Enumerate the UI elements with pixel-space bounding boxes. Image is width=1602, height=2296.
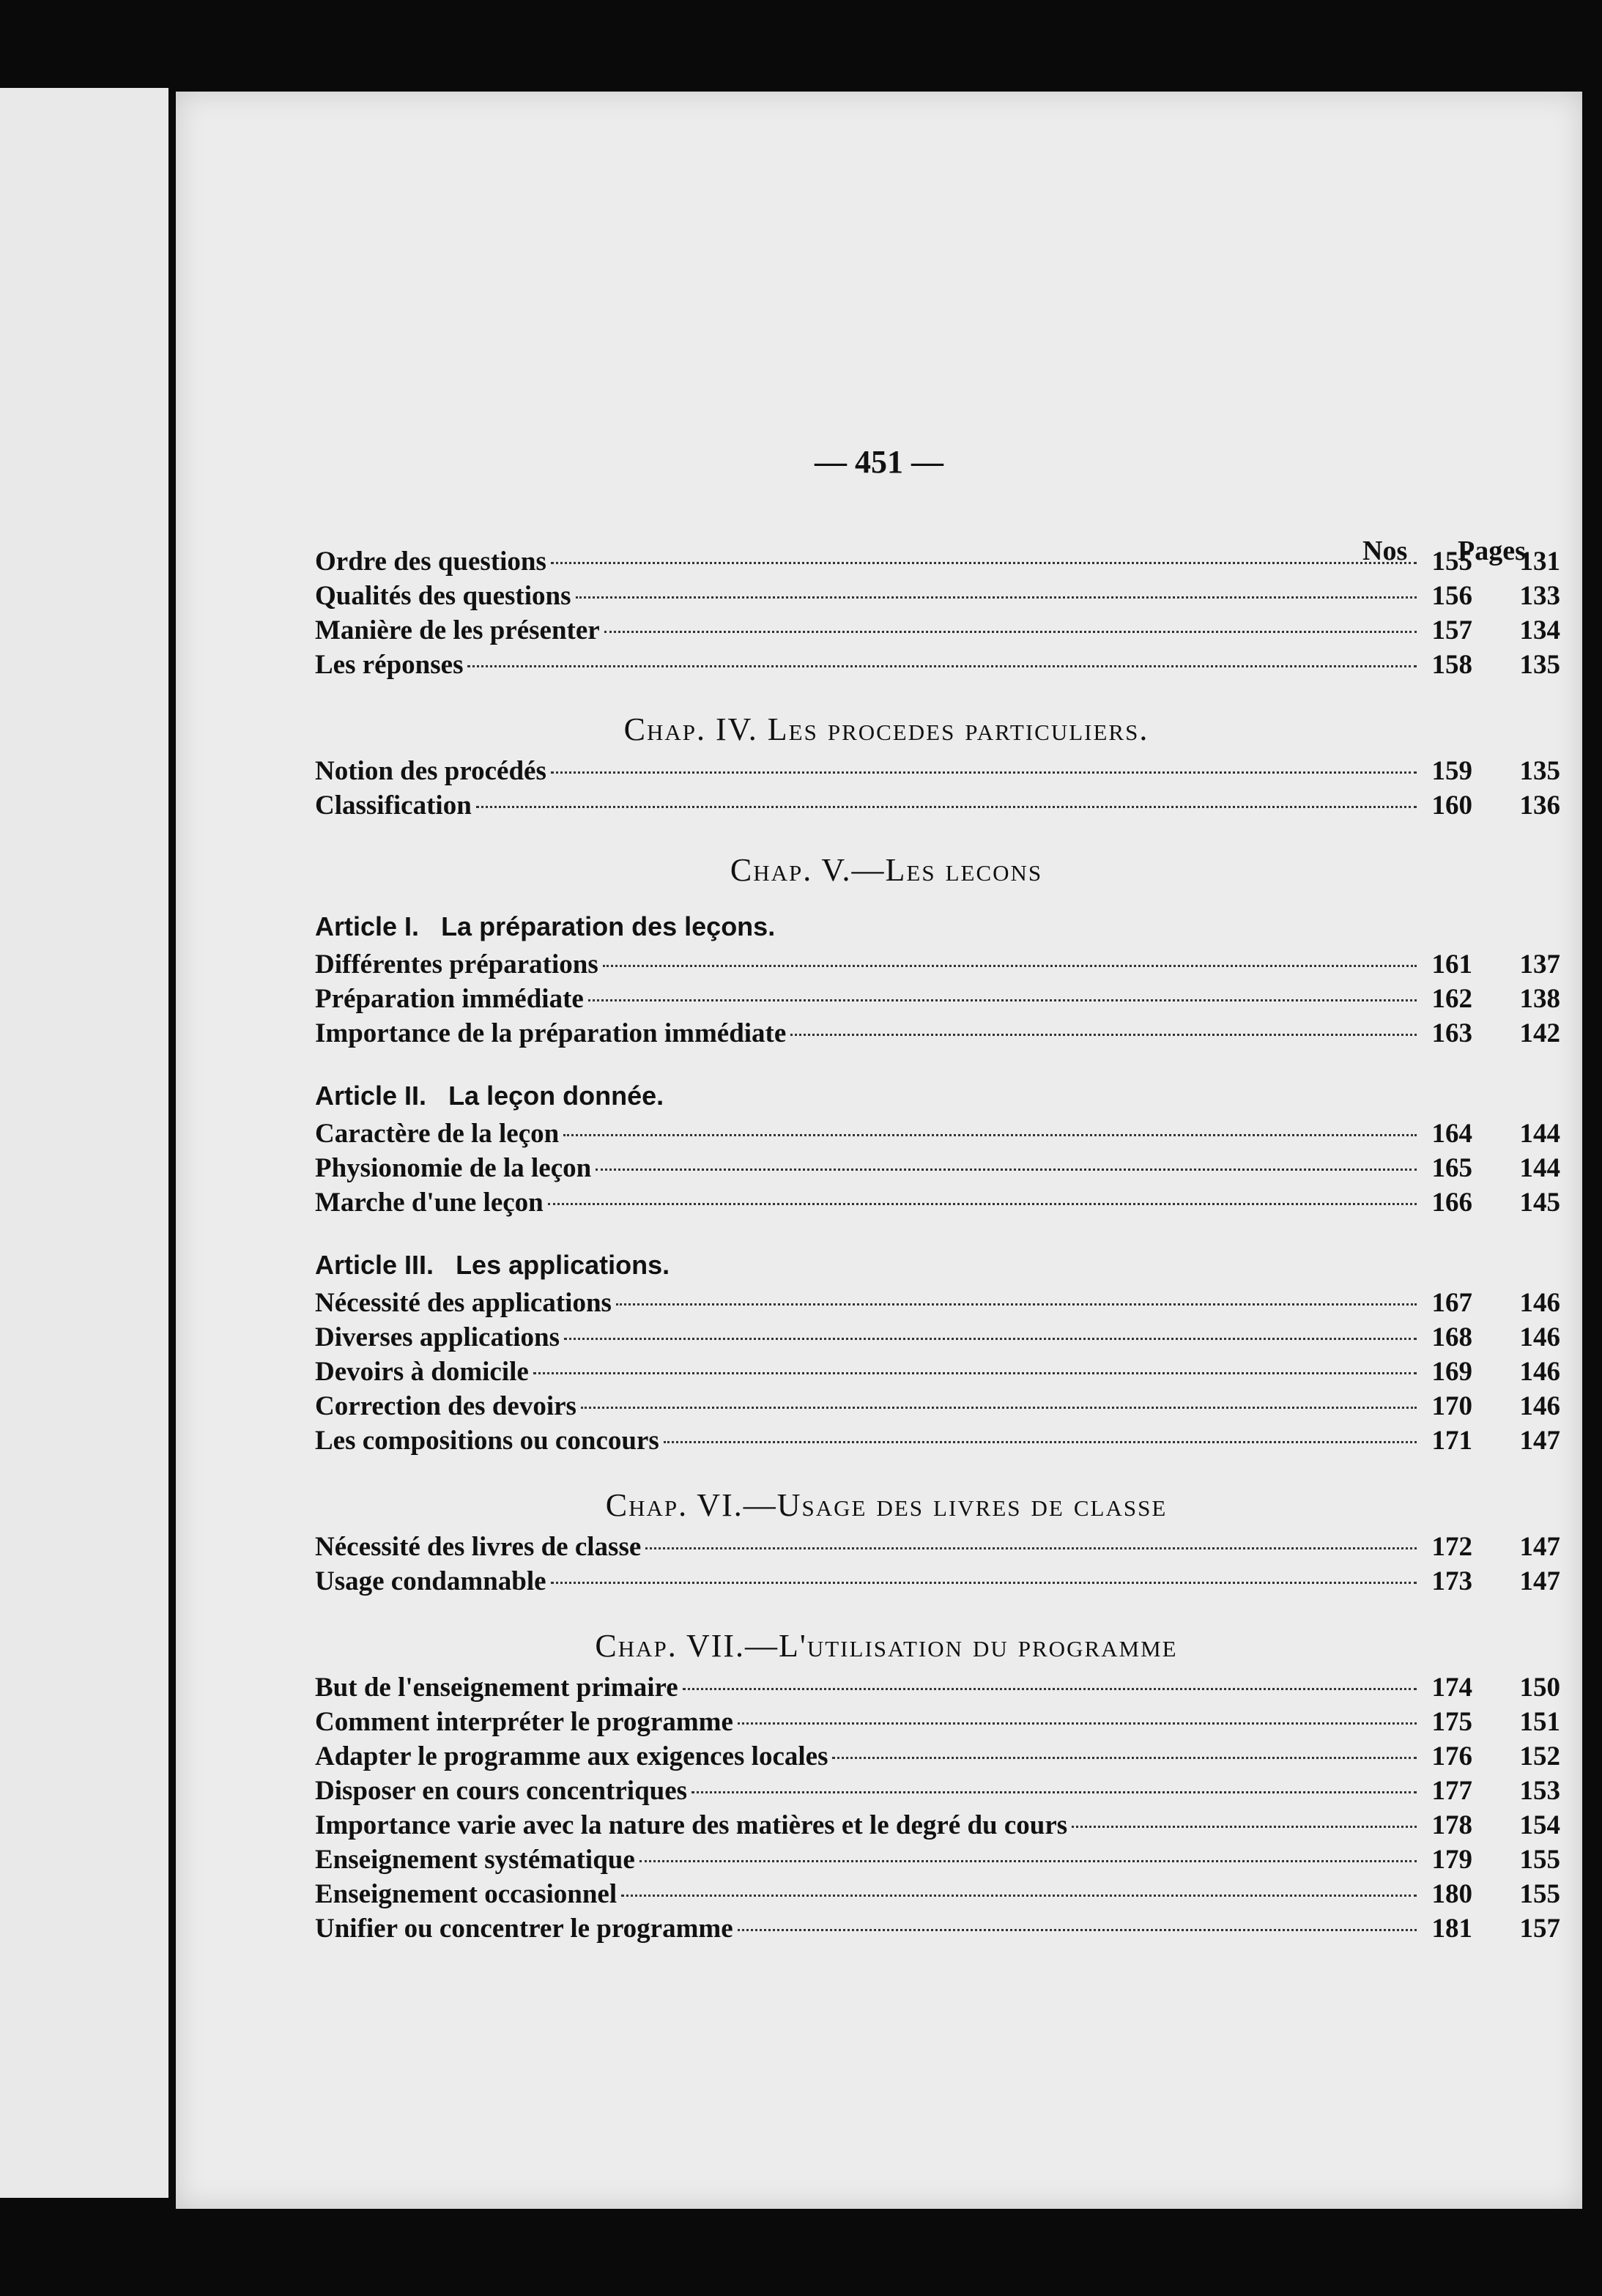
entry-page: 147: [1519, 1566, 1560, 1596]
article-heading: [315, 896, 1590, 949]
entry-number: 172: [1431, 1532, 1472, 1562]
entry-number: 181: [1431, 1914, 1472, 1944]
dot-leader: [576, 596, 1417, 599]
entry-label: Comment interpréter le programme: [315, 1707, 733, 1737]
entry-page: 136: [1519, 790, 1560, 821]
toc-entry: [315, 615, 1590, 649]
entry-number: 176: [1431, 1741, 1472, 1771]
dot-leader: [604, 631, 1417, 633]
dot-leader: [476, 806, 1417, 808]
entry-number: 166: [1431, 1188, 1472, 1218]
entry-label: Usage condamnable: [315, 1566, 546, 1596]
dot-leader: [639, 1860, 1417, 1862]
left-page-edge: [0, 88, 168, 2198]
entry-page: 137: [1519, 949, 1560, 979]
entry-number: 167: [1431, 1288, 1472, 1318]
entry-label: Physionomie de la leçon: [315, 1153, 592, 1183]
entry-number: 171: [1431, 1426, 1472, 1456]
spacer: [315, 1600, 1590, 1613]
column-header-pages: Pages: [1458, 536, 1526, 566]
entry-label: Caractère de la leçon: [315, 1119, 560, 1149]
dot-leader: [588, 999, 1417, 1001]
entry-label: But de l'enseignement primaire: [315, 1673, 678, 1703]
entry-number: 180: [1431, 1879, 1472, 1909]
entry-label: Disposer en cours concentriques: [315, 1776, 688, 1806]
entry-page: 144: [1519, 1119, 1560, 1149]
entry-label: Ordre des questions: [315, 547, 546, 577]
entry-number: 177: [1431, 1776, 1472, 1806]
toc-entry: [315, 1706, 1590, 1741]
toc-entry: [315, 1187, 1590, 1221]
article-number: Article III.: [315, 1250, 434, 1280]
entry-number: 179: [1431, 1845, 1472, 1875]
dot-leader: [603, 965, 1417, 967]
spacer: [315, 1459, 1590, 1473]
entry-number: 170: [1431, 1391, 1472, 1421]
page-number: — 451 —: [815, 444, 943, 480]
spacer: [315, 824, 1590, 837]
entry-label: Classification: [315, 790, 472, 821]
book-page: [176, 92, 1582, 2209]
entry-label: Notion des procédés: [315, 756, 546, 786]
dot-leader: [1072, 1826, 1417, 1828]
dot-leader: [581, 1407, 1417, 1409]
dot-leader: [551, 1582, 1417, 1584]
entry-number: 165: [1431, 1153, 1472, 1183]
entry-number: 160: [1431, 790, 1472, 821]
dot-leader: [790, 1034, 1417, 1036]
toc-entry: [315, 1118, 1590, 1152]
toc-entry: [315, 649, 1590, 684]
entry-page: 155: [1519, 1879, 1560, 1909]
dot-leader: [645, 1547, 1417, 1549]
article-title: Les applications.: [456, 1250, 670, 1280]
dot-leader: [564, 1338, 1417, 1340]
entry-number: 168: [1431, 1322, 1472, 1352]
entry-label: Devoirs à domicile: [315, 1357, 529, 1387]
entry-number: 158: [1431, 650, 1472, 680]
entry-number: 174: [1431, 1673, 1472, 1703]
toc-entry: [315, 1390, 1590, 1425]
entry-page: 135: [1519, 756, 1560, 786]
entry-label: Importance varie avec la nature des matières et le degré du cours: [315, 1810, 1068, 1840]
entry-page: 151: [1519, 1707, 1560, 1737]
dot-leader: [533, 1372, 1417, 1374]
entry-page: 150: [1519, 1673, 1560, 1703]
toc-entry: [315, 1425, 1590, 1459]
entry-page: 152: [1519, 1741, 1560, 1771]
entry-page: 157: [1519, 1914, 1560, 1944]
article-heading: [315, 1234, 1590, 1287]
spacer: [315, 684, 1590, 697]
dot-leader: [563, 1134, 1417, 1136]
toc-entry: [315, 1878, 1590, 1913]
chapter-heading: Chap. VI.—Usage des livres de classe: [605, 1487, 1168, 1523]
toc-entry: [315, 1775, 1590, 1810]
toc-entry: [315, 1531, 1590, 1566]
entry-label: Adapter le programme aux exigences locales: [315, 1741, 828, 1771]
entry-label: Les réponses: [315, 650, 464, 680]
entry-number: 157: [1431, 615, 1472, 645]
entry-page: 146: [1519, 1391, 1560, 1421]
toc-entry: [315, 755, 1590, 790]
toc-entry: [315, 983, 1590, 1018]
entry-page: 147: [1519, 1426, 1560, 1456]
entry-label: Enseignement occasionnel: [315, 1879, 618, 1909]
toc-entry: [315, 546, 1590, 580]
entry-page: 131: [1519, 547, 1560, 577]
dot-leader: [548, 1203, 1417, 1205]
entry-number: 173: [1431, 1566, 1472, 1596]
entry-label: Enseignement systématique: [315, 1845, 635, 1875]
entry-page: 146: [1519, 1357, 1560, 1387]
toc-entry: [315, 1322, 1590, 1356]
article-title: La leçon donnée.: [448, 1081, 664, 1111]
entry-number: 178: [1431, 1810, 1472, 1840]
dot-leader: [683, 1688, 1417, 1690]
entry-number: 156: [1431, 581, 1472, 611]
entry-label: Manière de les présenter: [315, 615, 600, 645]
entry-page: 142: [1519, 1018, 1560, 1048]
entry-number: 169: [1431, 1357, 1472, 1387]
toc-entry: [315, 1810, 1590, 1844]
dot-leader: [551, 562, 1417, 564]
dot-leader: [621, 1895, 1417, 1897]
chapter-heading: Chap. VII.—L'utilisation du programme: [595, 1628, 1178, 1664]
dot-leader: [738, 1722, 1417, 1725]
entry-label: Préparation immédiate: [315, 984, 584, 1014]
entry-label: Diverses applications: [315, 1322, 560, 1352]
toc-entry: [315, 1018, 1590, 1052]
toc-entry: [315, 1287, 1590, 1322]
entry-number: 155: [1431, 547, 1472, 577]
entry-page: 147: [1519, 1532, 1560, 1562]
spacer: [315, 1221, 1590, 1234]
entry-page: 154: [1519, 1810, 1560, 1840]
entry-page: 134: [1519, 615, 1560, 645]
toc-entry: [315, 1152, 1590, 1187]
entry-number: 161: [1431, 949, 1472, 979]
article-number: Article I.: [315, 911, 420, 941]
dot-leader: [664, 1441, 1417, 1443]
article-number: Article II.: [315, 1081, 427, 1111]
entry-label: Importance de la préparation immédiate: [315, 1018, 787, 1048]
entry-label: Les compositions ou concours: [315, 1426, 659, 1456]
toc-entry: [315, 580, 1590, 615]
entry-page: 153: [1519, 1776, 1560, 1806]
entry-label: Correction des devoirs: [315, 1391, 576, 1421]
entry-number: 163: [1431, 1018, 1472, 1048]
toc-entry: [315, 1844, 1590, 1878]
dot-leader: [691, 1791, 1417, 1793]
entry-page: 155: [1519, 1845, 1560, 1875]
article-title: La préparation des leçons.: [441, 911, 776, 941]
entry-number: 164: [1431, 1119, 1472, 1149]
spacer: [315, 1052, 1590, 1065]
toc-entry: [315, 949, 1590, 983]
entry-label: Différentes préparations: [315, 949, 598, 979]
entry-number: 162: [1431, 984, 1472, 1014]
entry-label: Qualités des questions: [315, 581, 571, 611]
dot-leader: [616, 1303, 1417, 1306]
entry-page: 144: [1519, 1153, 1560, 1183]
spacer: [315, 1947, 1590, 1960]
entry-number: 175: [1431, 1707, 1472, 1737]
toc-entry: [315, 1356, 1590, 1390]
toc-entry: [315, 1913, 1590, 1947]
entry-label: Unifier ou concentrer le programme: [315, 1914, 733, 1944]
column-header-nos: Nos: [1362, 536, 1408, 566]
dot-leader: [596, 1169, 1417, 1171]
dot-leader: [832, 1757, 1417, 1759]
entry-label: Nécessité des livres de classe: [315, 1532, 642, 1562]
dot-leader: [738, 1929, 1417, 1931]
entry-label: Marche d'une leçon: [315, 1188, 544, 1218]
entry-page: 135: [1519, 650, 1560, 680]
toc-entry: [315, 1741, 1590, 1775]
article-heading: [315, 1065, 1590, 1118]
table-of-contents: [315, 546, 1590, 1960]
entry-page: 145: [1519, 1188, 1560, 1218]
entry-page: 138: [1519, 984, 1560, 1014]
dot-leader: [467, 665, 1417, 667]
chapter-heading: Chap. IV. Les procedes particuliers.: [623, 711, 1149, 747]
chapter-heading: Chap. V.—Les lecons: [730, 852, 1043, 888]
entry-page: 146: [1519, 1288, 1560, 1318]
toc-entry: [315, 790, 1590, 824]
entry-page: 146: [1519, 1322, 1560, 1352]
entry-label: Nécessité des applications: [315, 1288, 612, 1318]
dot-leader: [551, 771, 1417, 774]
toc-entry: [315, 1566, 1590, 1600]
entry-page: 133: [1519, 581, 1560, 611]
entry-number: 159: [1431, 756, 1472, 786]
toc-entry: [315, 1672, 1590, 1706]
